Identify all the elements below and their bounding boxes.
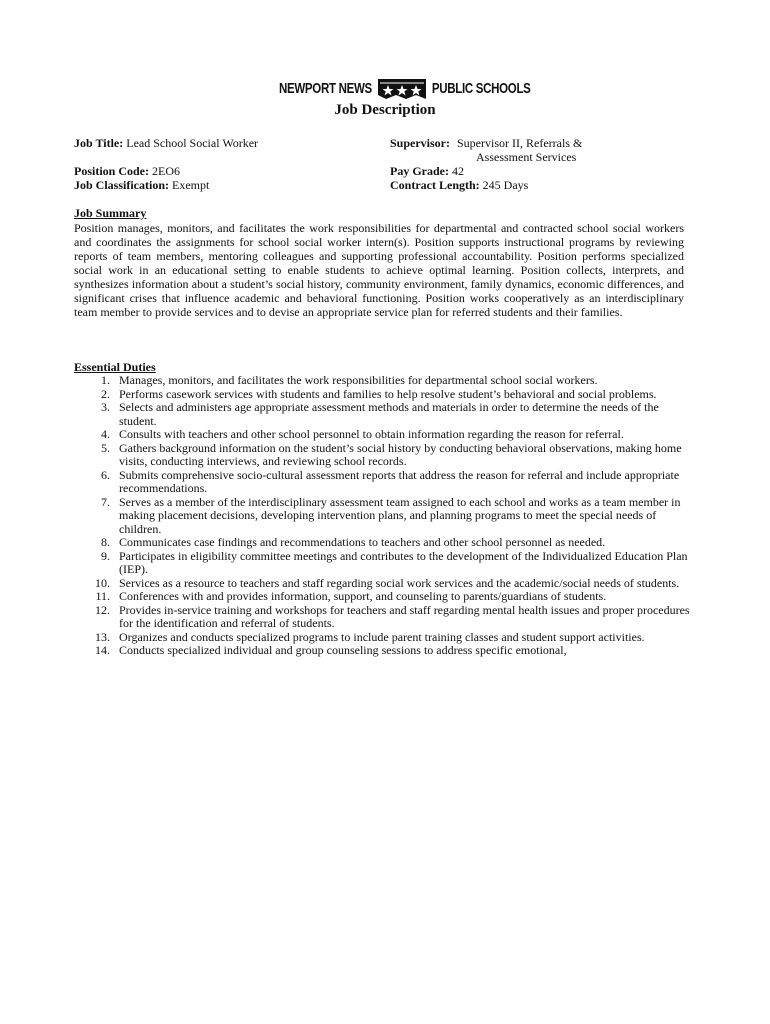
duty-item (74, 644, 694, 658)
job-classification-value: Exempt (172, 178, 210, 192)
duty-item (74, 631, 694, 645)
duty-item (74, 388, 694, 402)
district-logo (279, 74, 531, 104)
job-summary-text: Position manages, monitors, and facilitates the work responsibilities for departmental and contracted school social workers and coordinates the assignments for school social worker intern(s). Position supports instructional programs by reviewing reports of team members, mentoring colleagues and supporting professional accountability. Position performs specialized social work in an educational setting to enable students to achieve optimal learning. Position collects, interprets, and synthesizes information about a student’s social history, community environment, family dynamics, economic differences, and significant crises that influence academic and behavioral functioning. Position works cooperatively as an interdisciplinary team member to provide services and to devise an appropriate service plan for referred students and their families. (74, 221, 684, 319)
logo-text-right: PUBLIC SCHOOLS (431, 81, 531, 97)
duty-number: 14. (95, 643, 110, 657)
duty-item (74, 374, 694, 388)
essential-duties-heading: Essential Duties (74, 360, 156, 374)
job-title-value: Lead School Social Worker (126, 136, 259, 150)
duty-number: 3. (101, 400, 110, 414)
supervisor-value-line2: Assessment Services (476, 150, 577, 164)
duty-item (74, 428, 694, 442)
duty-text: Performs casework services with students and families to help resolve student’s behavioral and social problems. (119, 386, 657, 401)
duty-number: 12. (95, 602, 110, 617)
duty-number: 13. (95, 629, 110, 644)
duty-text: Consults with teachers and other school personnel to obtain information regarding the reason for referral. (119, 427, 624, 441)
duty-item (74, 469, 694, 496)
position-code-label: Position Code: (74, 164, 149, 178)
essential-duties-list (74, 374, 694, 658)
duty-item (74, 401, 694, 428)
duty-number: 10. (95, 575, 110, 590)
duty-text: Selects and administers age appropriate assessment methods and materials in order to determine the needs of the student. (119, 400, 659, 428)
duty-number: 1. (101, 373, 110, 387)
supervisor-value-line1: Supervisor II, Referrals & (457, 136, 583, 150)
pay-grade-value: 42 (452, 164, 464, 178)
contract-length-field (390, 178, 528, 192)
duty-text: Gathers background information on the student’s social history by conducting behavioral observations, making home visits, conducting interviews, and reviewing school records. (119, 440, 682, 468)
supervisor-field (390, 136, 582, 150)
duty-item (74, 590, 694, 604)
duty-text: Manages, monitors, and facilitates the work responsibilities for departmental school social workers. (119, 373, 598, 387)
duty-text: Serves as a member of the interdisciplinary assessment team assigned to each school and works as a team member in making placement decisions, developing intervention plans, and planning programs to meet the special needs of children. (119, 494, 681, 536)
job-summary-heading: Job Summary (74, 206, 147, 220)
duty-text: Communicates case findings and recommendations to teachers and other school personnel as needed. (119, 535, 606, 549)
duty-number: 4. (101, 427, 110, 441)
duty-item (74, 536, 694, 550)
job-classification-label: Job Classification: (74, 178, 170, 192)
duty-item (74, 550, 694, 577)
duty-item (74, 604, 694, 631)
contract-length-label: Contract Length: (390, 178, 480, 192)
duty-text: Conferences with and provides information, support, and counseling to parents/guardians of students. (119, 589, 607, 603)
pay-grade-label: Pay Grade: (390, 164, 449, 178)
job-title-field (74, 136, 258, 150)
supervisor-label: Supervisor: (390, 136, 450, 150)
duty-item (74, 496, 694, 537)
position-code-value: 2EO6 (152, 164, 180, 178)
duty-number: 11. (95, 589, 110, 603)
pay-grade-field (390, 164, 464, 178)
duty-item (74, 577, 694, 591)
duty-item (74, 442, 694, 469)
duty-number: 5. (101, 440, 110, 455)
duty-text: Participates in eligibility committee meetings and contributes to the development of the Individualized Education Plan (IEP). (119, 548, 688, 576)
contract-length-value: 245 Days (482, 178, 529, 192)
duty-number: 8. (101, 535, 110, 549)
duty-text: Provides in-service training and workshops for teachers and staff regarding mental health issues and proper procedures for the identification and referral of students. (119, 602, 690, 630)
duty-text: Conducts specialized individual and group counseling sessions to address specific emotional, (119, 643, 567, 657)
position-code-field (74, 164, 180, 178)
duty-text: Services as a resource to teachers and staff regarding social work services and the academic/social needs of students. (119, 575, 680, 590)
duty-number: 6. (101, 467, 110, 482)
flag-stars-icon (376, 75, 428, 103)
duty-number: 2. (101, 386, 110, 401)
document-title: Job Description (334, 102, 436, 118)
duty-number: 9. (101, 548, 110, 563)
duty-text: Submits comprehensive socio-cultural assessment reports that address the reason for referral and include appropriate recommendations. (119, 467, 680, 495)
logo-text-left: NEWPORT NEWS (279, 81, 372, 97)
job-title-label: Job Title: (74, 136, 124, 150)
duty-text: Organizes and conducts specialized programs to include parent training classes and student support activities. (119, 629, 645, 644)
duty-number: 7. (101, 494, 110, 509)
job-classification-field (74, 178, 209, 192)
